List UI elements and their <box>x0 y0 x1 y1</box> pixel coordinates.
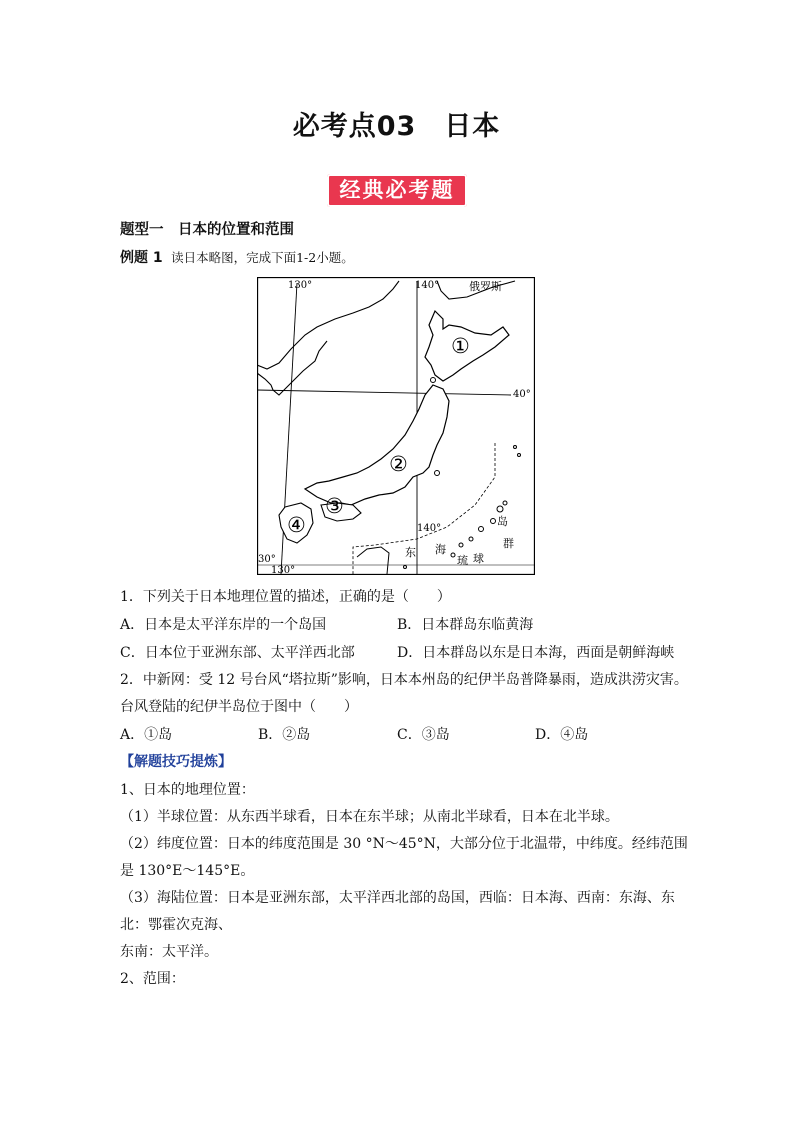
q2-option-c: C．③岛 <box>397 727 450 743</box>
tips-line-8: 2、范围： <box>120 971 185 987</box>
q2-stem-line-2: 台风登陆的纪伊半岛位于图中（ ） <box>120 699 358 715</box>
q1-stem: 1．下列关于日本地理位置的描述，正确的是（ ） <box>120 589 451 605</box>
ryukyu-label-2: 球 <box>473 552 484 565</box>
tips-line-7: 东南：太平洋。 <box>120 944 218 960</box>
q1-option-b: B．日本群岛东临黄海 <box>397 617 534 633</box>
marker-1: ① <box>451 334 470 358</box>
lat-40-label: 40° <box>513 389 531 400</box>
section-heading: 题型一 日本的位置和范围 <box>120 222 294 238</box>
russia-label: 俄罗斯 <box>469 280 502 293</box>
japan-map <box>257 277 535 575</box>
q2-option-d: D．④岛 <box>535 727 589 743</box>
tips-line-1: 1、日本的地理位置： <box>120 782 255 798</box>
marker-4: ④ <box>287 513 306 537</box>
page-title: 必考点03 日本 <box>292 111 501 142</box>
lon-140-label: 140° <box>415 280 440 291</box>
marker-3: ③ <box>325 494 344 518</box>
marker-2: ② <box>389 452 408 476</box>
islands-label-1: 岛 <box>497 515 508 528</box>
tips-line-3: （2）纬度位置：日本的纬度范围是 30 °N～45°N，大部分位于北温带，中纬度。经纬范围 <box>120 836 688 852</box>
q2-option-b: B．②岛 <box>258 727 311 743</box>
lat-30-label: 30° <box>258 554 276 565</box>
q2-stem-line-1: 2．中新网：受 12 号台风“塔拉斯”影响，日本本州岛的纪伊半岛普降暴雨，造成洪涝灾害。 <box>120 672 688 688</box>
example-text: 读日本略图，完成下面1-2小题。 <box>171 250 354 265</box>
lon-140-bottom-label: 140° <box>417 523 442 534</box>
lon-130-label: 130° <box>288 280 313 291</box>
tips-line-6: 北：鄂霍次克海、 <box>120 917 232 933</box>
islands-label-2: 群 <box>503 537 514 550</box>
east-sea-label-1: 东 <box>405 546 416 559</box>
q1-option-a: A．日本是太平洋东岸的一个岛国 <box>120 617 327 633</box>
tips-line-5: （3）海陆位置：日本是亚洲东部，太平洋西北部的岛国，西临：日本海、西南：东海、东 <box>120 890 675 906</box>
lon-130-bottom-label: 130° <box>271 565 296 575</box>
east-sea-label-2: 海 <box>435 543 446 556</box>
q1-option-c: C．日本位于亚洲东部、太平洋西北部 <box>120 645 355 661</box>
tips-line-2: （1）半球位置：从东西半球看，日本在东半球；从南北半球看，日本在北半球。 <box>120 809 619 825</box>
ryukyu-label-1: 琉 <box>457 554 468 567</box>
q2-option-a: A．①岛 <box>120 727 173 743</box>
tips-heading: 【解题技巧提炼】 <box>120 754 232 770</box>
example-line <box>120 247 354 267</box>
q1-option-d: D．日本群岛以东是日本海，西面是朝鲜海峡 <box>397 645 675 661</box>
tips-line-4: 是 130°E～145°E。 <box>120 863 255 879</box>
classic-questions-badge: 经典必考题 <box>327 174 467 207</box>
example-label: 例题 1 <box>120 250 163 266</box>
